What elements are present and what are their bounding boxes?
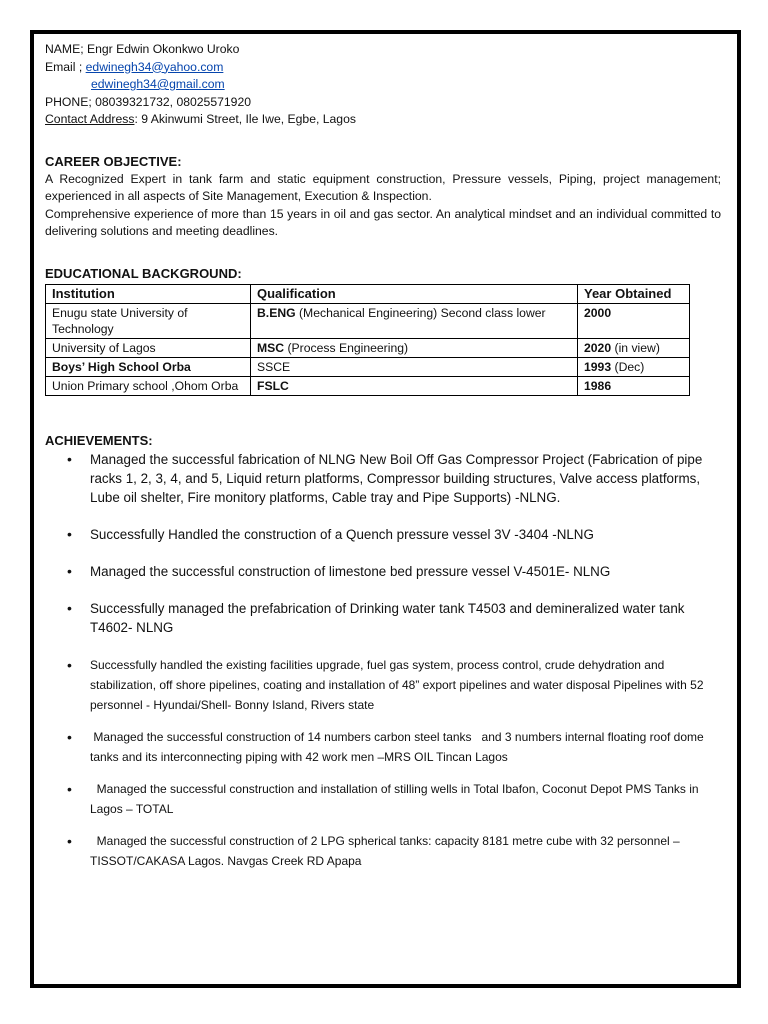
table-row: [46, 376, 690, 395]
list-item: • Managed the successful construction and installation of stilling wells in Total Ibafon, Coconut Depot PMS Tanks in Lagos – TOTAL: [90, 779, 721, 819]
email-link-gmail[interactable]: edwinegh34@gmail.com: [91, 77, 225, 91]
address-value: : 9 Akinwumi Street, Ile Iwe, Egbe, Lagos: [134, 112, 356, 126]
qualification-cell: B.ENG (Mechanical Engineering) Second class lower: [251, 303, 578, 338]
qualification-cell: SSCE: [251, 357, 578, 376]
list-item: • Managed the successful construction of 2 LPG spherical tanks: capacity 8181 metre cube with 32 personnel –TISSOT/CAKASA Lagos. Navgas Creek RD Apapa: [90, 831, 721, 871]
email-label: Email ;: [45, 59, 86, 74]
list-item: • Managed the successful fabrication of NLNG New Boil Off Gas Compressor Project (Fabrication of pipe racks 1, 2, 3, 4, and 5, Liquid return platforms, Compressor building structures, Valve access platforms, Lube oil shelter, Fire monitory platforms, Cable tray and Pipe Supports) -NLNG.: [90, 450, 721, 507]
education-heading: EDUCATIONAL BACKGROUND:: [45, 265, 242, 281]
list-item: • Managed the successful construction of 14 numbers carbon steel tanks and 3 numbers internal floating roof dome tanks and its interconnecting piping with 42 work men –MRS OIL Tincan Lagos: [90, 727, 721, 767]
col-institution: Institution: [46, 284, 251, 303]
institution-cell: Enugu state University of Technology: [46, 303, 251, 338]
resume-content: [45, 41, 721, 871]
email-line: [45, 59, 721, 77]
year-cell: 2000: [578, 303, 690, 338]
achievements-heading: ACHIEVEMENTS:: [45, 432, 153, 448]
col-qualification: Qualification: [251, 284, 578, 303]
list-item: • Successfully Handled the construction of a Quench pressure vessel 3V -3404 -NLNG: [90, 525, 721, 544]
qualification-cell: MSC (Process Engineering): [251, 338, 578, 357]
education-table: [45, 284, 690, 396]
year-cell: 1993 (Dec): [578, 357, 690, 376]
email-line-2: [45, 76, 721, 94]
year-cell: 1986: [578, 376, 690, 395]
table-row: [46, 303, 690, 338]
education-table-header: [46, 284, 690, 303]
address-line: [45, 111, 721, 129]
name-line: NAME; Engr Edwin Okonkwo Uroko: [45, 42, 240, 56]
phone-line: PHONE; 08039321732, 08025571920: [45, 94, 252, 109]
list-item: • Successfully managed the prefabrication of Drinking water tank T4503 and demineralized water tank T4602- NLNG: [90, 599, 721, 637]
career-objective-heading: CAREER OBJECTIVE:: [45, 153, 182, 169]
institution-cell: Boys’ High School Orba: [46, 357, 251, 376]
institution-cell: Union Primary school ,Ohom Orba: [46, 376, 251, 395]
table-row: [46, 338, 690, 357]
career-paragraph-1: A Recognized Expert in tank farm and static equipment construction, Pressure vessels, Piping, project management; experienced in all aspects of Site Management, Execution & Inspection.: [45, 171, 721, 203]
list-item: • Successfully handled the existing facilities upgrade, fuel gas system, process control, crude dehydration and stabilization, off shore pipelines, coating and installation of 48” export pipelines and water disposal Pipelines with 52 personnel - Hyundai/Shell- Bonny Island, Rivers state: [90, 655, 721, 715]
achievements-list: [45, 450, 721, 871]
year-cell: 2020 (in view): [578, 338, 690, 357]
qualification-cell: FSLC: [251, 376, 578, 395]
email-link-yahoo[interactable]: edwinegh34@yahoo.com: [85, 59, 224, 74]
list-item: • Managed the successful construction of limestone bed pressure vessel V-4501E- NLNG: [90, 562, 721, 581]
col-year: Year Obtained: [578, 284, 690, 303]
career-paragraph-2: Comprehensive experience of more than 15 years in oil and gas sector. An analytical mindset and an individual committed to delivering solutions and meeting deadlines.: [45, 206, 721, 238]
institution-cell: University of Lagos: [46, 338, 251, 357]
table-row: [46, 357, 690, 376]
address-label: Contact Address: [45, 112, 135, 126]
